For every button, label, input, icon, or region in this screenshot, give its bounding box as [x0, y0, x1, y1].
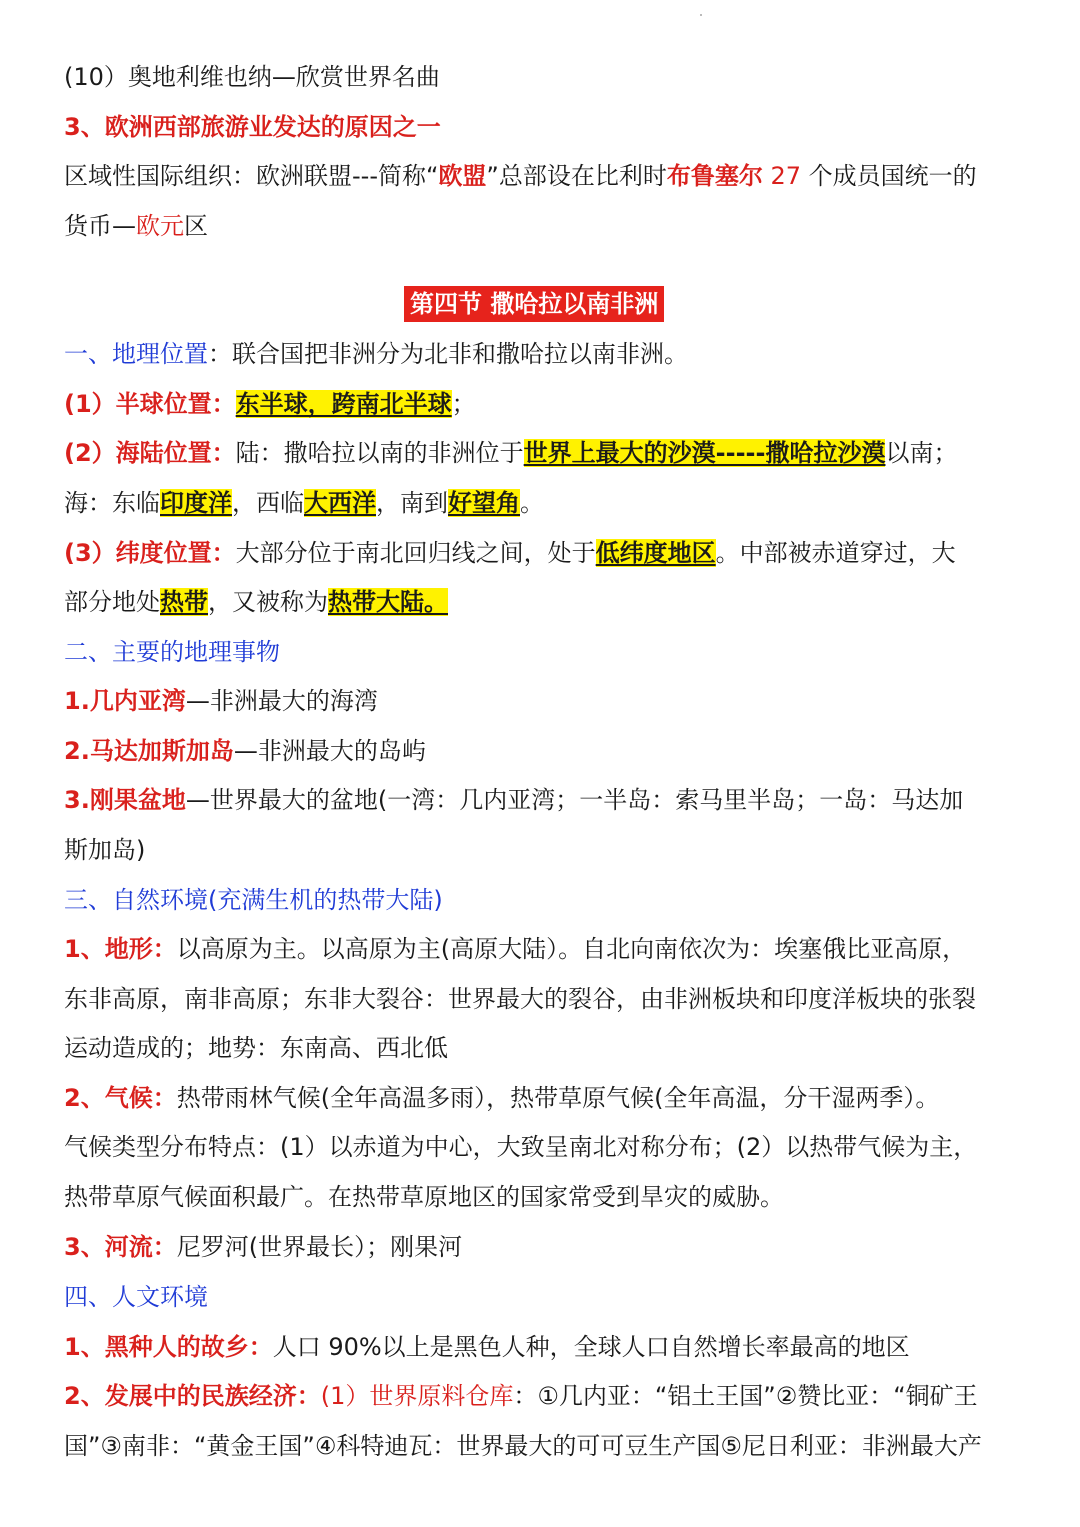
geo-heading-line: 一、地理位置：联合国把非洲分为北非和撒哈拉以南非洲。 — [64, 340, 688, 368]
highlight-hemisphere: 东半球，跨南北半球 — [235, 390, 452, 418]
eu-member-count: 27 — [762, 162, 802, 190]
hemisphere-line: (1）半球位置：东半球，跨南北半球； — [64, 390, 476, 418]
section-title: 第四节 撒哈拉以南非洲 — [404, 286, 664, 322]
feature-gulf: 1.几内亚湾—非洲最大的海湾 — [64, 687, 378, 715]
feature-basin-line2: 斯加岛) — [64, 836, 146, 864]
eu-paragraph-line1: 区域性国际组织：欧洲联盟---简称“欧盟”总部设在比利时布鲁塞尔 27 个成员国统一的 — [64, 162, 977, 190]
highlight-sahara: 世界上最大的沙漠-----撒哈拉沙漠 — [523, 439, 886, 467]
climate-line2: 气候类型分布特点：(1）以赤道为中心，大致呈南北对称分布；(2）以热带气候为主， — [64, 1133, 978, 1161]
highlight-atlantic: 大西洋 — [304, 489, 376, 517]
latitude-line1: (3）纬度位置：大部分位于南北回归线之间，处于低纬度地区。中部被赤道穿过，大 — [64, 539, 956, 567]
list-item-vienna: (10）奥地利维也纳—欣赏世界名曲 — [64, 63, 440, 91]
rivers-line: 3、河流：尼罗河(世界最长）；刚果河 — [64, 1233, 463, 1261]
population-line: 1、黑种人的故乡：人口 90%以上是黑色人种，全球人口自然增长率最高的地区 — [64, 1333, 910, 1361]
speck — [700, 14, 702, 16]
features-heading: 二、主要的地理事物 — [64, 638, 280, 666]
geo-heading: 一、地理位置 — [64, 340, 208, 368]
highlight-cape: 好望角 — [448, 489, 520, 517]
terrain-line2: 东非高原，南非高原；东非大裂谷：世界最大的裂谷，由非洲板块和印度洋板块的张裂 — [64, 985, 976, 1013]
feature-basin-line1: 3.刚果盆地—世界最大的盆地(一湾：几内亚湾；一半岛：索马里半岛；一岛：马达加 — [64, 786, 964, 814]
highlight-tropics: 热带 — [160, 588, 208, 616]
land-sea-line1: (2）海陆位置：陆：撒哈拉以南的非洲位于世界上最大的沙漠-----撒哈拉沙漠以南； — [64, 439, 958, 467]
human-heading: 四、人文环境 — [64, 1283, 208, 1311]
eu-abbr: 欧盟 — [438, 162, 487, 190]
highlight-low-latitude: 低纬度地区 — [595, 539, 716, 567]
heading-tourism-reason: 3、欧洲西部旅游业发达的原因之一 — [64, 113, 441, 141]
nature-heading: 三、自然环境(充满生机的热带大陆) — [64, 886, 443, 914]
economy-line1: 2、发展中的民族经济：(1）世界原料仓库：①几内亚：“铝土王国”②赞比亚：“铜矿王 — [64, 1382, 978, 1410]
terrain-line1: 1、地形：以高原为主。以高原为主(高原大陆）。自北向南依次为：埃塞俄比亚高原， — [64, 935, 967, 963]
eu-paragraph-line2: 货币—欧元区 — [64, 212, 208, 240]
latitude-line2: 部分地处热带，又被称为热带大陆。 — [64, 588, 448, 616]
feature-island: 2.马达加斯加岛—非洲最大的岛屿 — [64, 737, 426, 765]
climate-line3: 热带草原气候面积最广。在热带草原地区的国家常受到旱灾的威胁。 — [64, 1183, 784, 1211]
terrain-line3: 运动造成的；地势：东南高、西北低 — [64, 1034, 448, 1062]
land-sea-line2: 海：东临印度洋，西临大西洋，南到好望角。 — [64, 489, 544, 517]
climate-line1: 2、气候：热带雨林气候(全年高温多雨），热带草原气候(全年高温，分干湿两季）。 — [64, 1084, 940, 1112]
eu-currency: 欧元 — [136, 212, 184, 240]
economy-line2: 国”③南非：“黄金王国”④科特迪瓦：世界最大的可可豆生产国⑤尼日利亚：非洲最大产 — [64, 1432, 982, 1460]
eu-city: 布鲁塞尔 — [666, 162, 763, 190]
raw-material-subheading: (1）世界原料仓库 — [320, 1382, 514, 1410]
highlight-indian-ocean: 印度洋 — [160, 489, 232, 517]
highlight-tropical-continent: 热带大陆。 — [328, 588, 448, 616]
